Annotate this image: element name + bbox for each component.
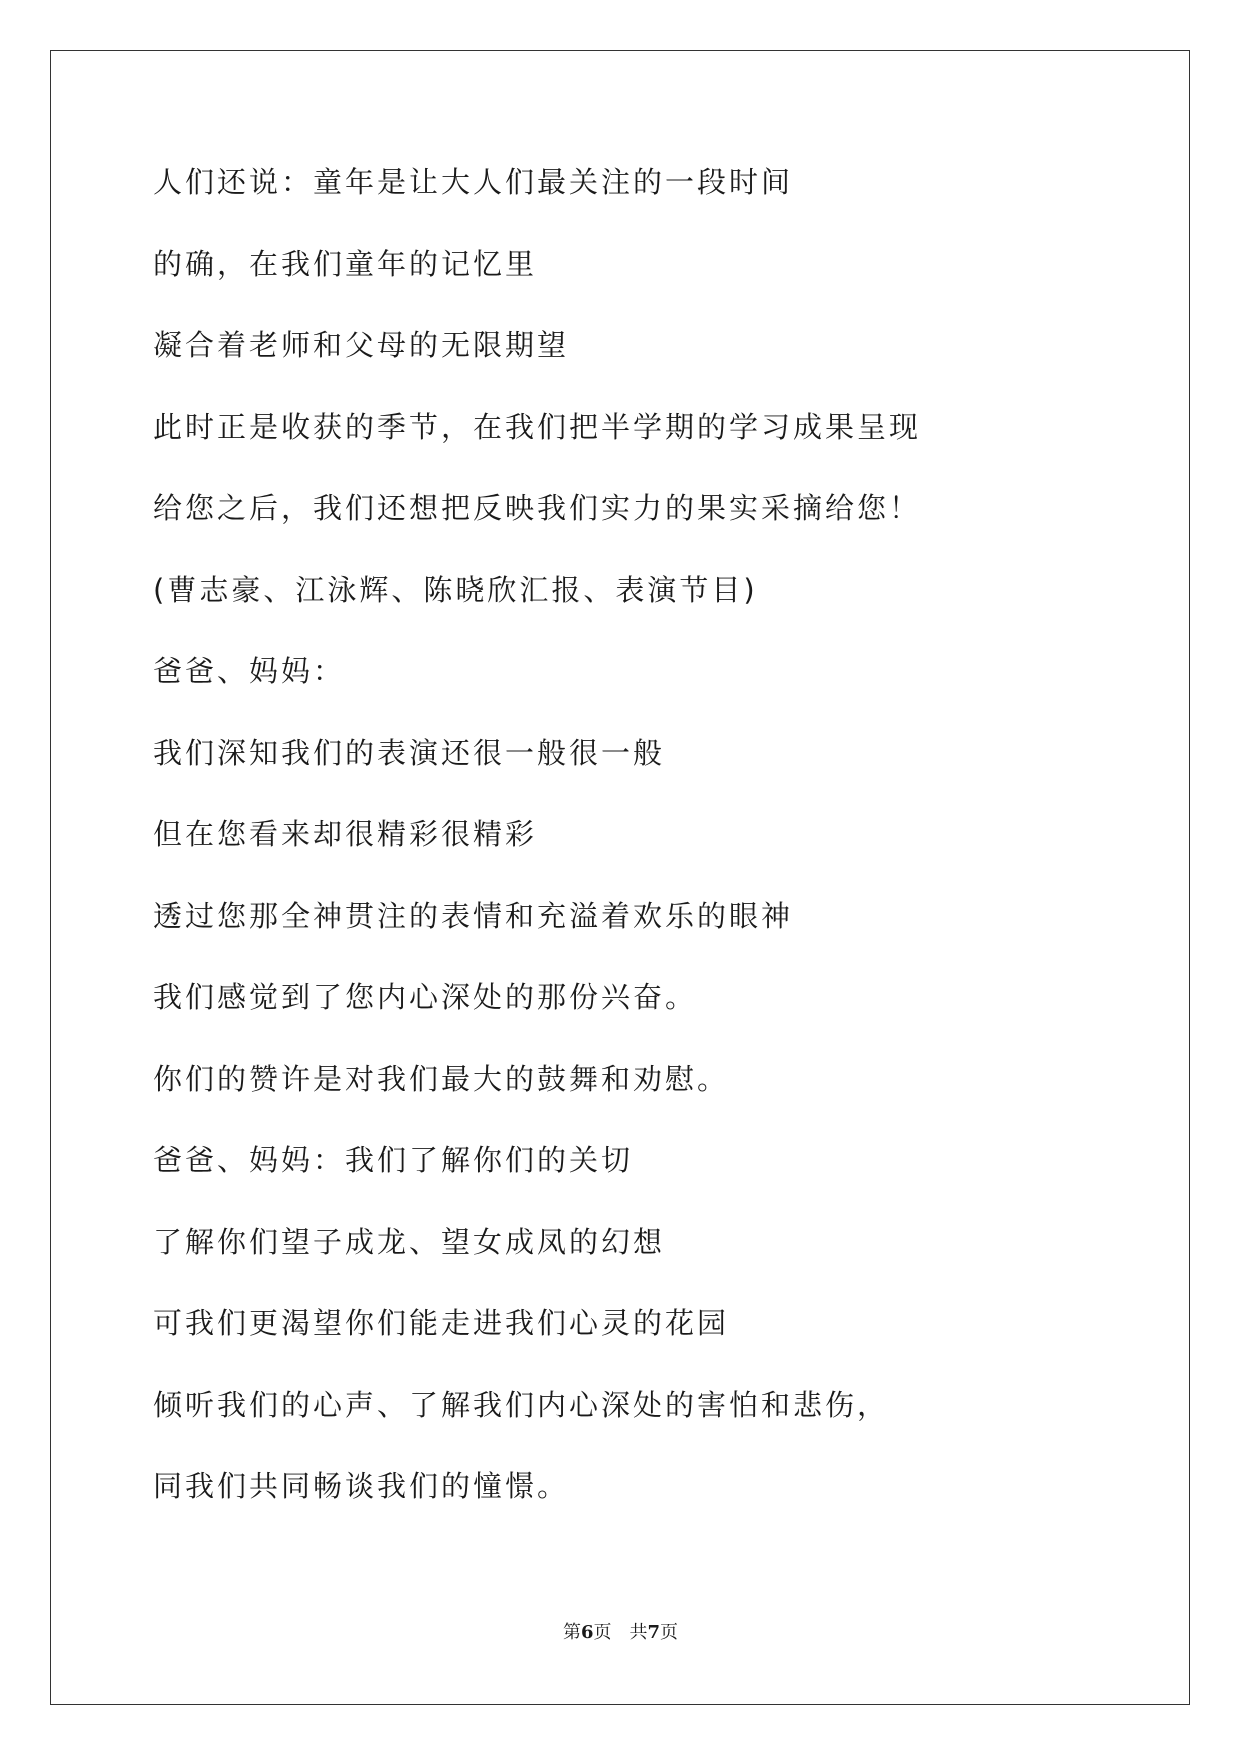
footer-total-prefix: 共 [629,1622,648,1643]
document-body [153,162,1133,1548]
body-line: 可我们更渴望你们能走进我们心灵的花园 [153,1306,730,1340]
body-line: 人们还说：童年是让大人们最关注的一段时间 [153,165,794,199]
body-line: 但在您看来却很精彩很精彩 [153,817,538,851]
body-line: 了解你们望子成龙、望女成凤的幻想 [153,1224,666,1259]
body-line: 我们感觉到了您内心深处的那份兴奋。 [153,980,698,1014]
total-page-number: 7 [647,1622,661,1643]
body-line: 给您之后，我们还想把反映我们实力的果实采摘给您！ [153,491,922,525]
body-line: 我们深知我们的表演还很一般很一般 [153,735,666,770]
footer-total-suffix: 页 [660,1622,679,1643]
body-line: 爸爸、妈妈：我们了解你们的关切 [153,1143,634,1177]
body-line: 透过您那全神贯注的表情和充溢着欢乐的眼神 [153,898,794,933]
body-line: 爸爸、妈妈： [153,654,346,688]
body-line: 你们的赞许是对我们最大的鼓舞和劝慰。 [153,1061,730,1096]
body-line: 的确，在我们童年的记忆里 [153,246,538,281]
body-line: 同我们共同畅谈我们的憧憬。 [153,1469,570,1503]
current-page-number: 6 [580,1622,594,1643]
body-line: (曹志豪、江泳辉、陈晓欣汇报、表演节目) [153,572,758,607]
body-line: 此时正是收获的季节，在我们把半学期的学习成果呈现 [153,409,922,444]
footer-prefix: 第 [562,1622,581,1643]
footer-page-word: 页 [593,1622,612,1643]
body-line: 凝合着老师和父母的无限期望 [153,328,570,362]
body-line: 倾听我们的心声、了解我们内心深处的害怕和悲伤， [153,1387,890,1422]
page-footer [0,1618,1241,1644]
